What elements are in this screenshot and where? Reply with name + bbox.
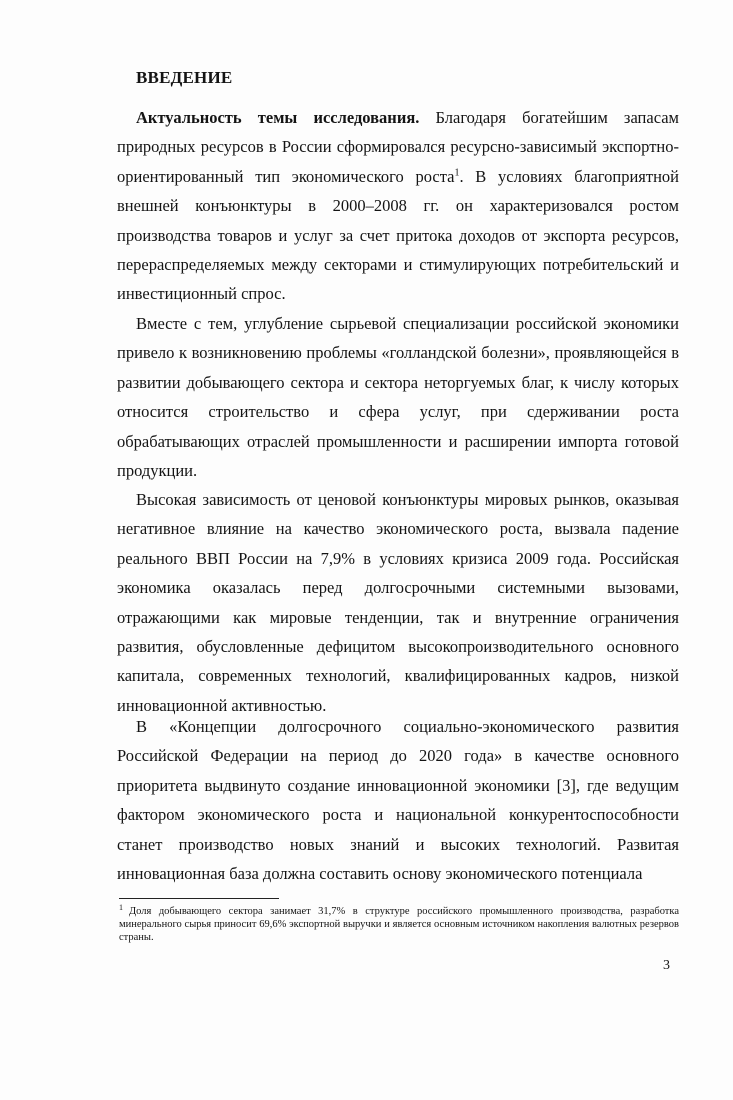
footnote-number: 1 <box>119 902 123 912</box>
paragraph-dutch-disease <box>117 309 679 485</box>
footnote-divider <box>119 898 279 899</box>
footnote-reference[interactable]: 1 <box>454 167 460 179</box>
paragraph-concept <box>117 712 679 888</box>
footnote-text: Доля добывающего сектора занимает 31,7% в структуре российского промышленного производства, разработка минерального сырья приносит 69,6% экспортной выручки и является основным источником накопления валютных резервов страны. <box>119 906 679 943</box>
paragraph-text: . В условиях благоприятной внешней конъюнктуры в 2000–2008 гг. он характеризовался ростом производства товаров и услуг за счет притока доходов от экспорта ресурсов, перераспределяемых между секторами и стимулирующих потребительский и инвестиционный спрос. <box>117 166 680 304</box>
paragraph-relevance <box>117 103 679 309</box>
paragraph-text: Высокая зависимость от ценовой конъюнктуры мировых рынков, оказывая негативное влияние на качество экономического роста, вызвала падение реального ВВП России на 7,9% в условиях кризиса 2009 года. Российская экономика оказалась перед долгосрочными системными вызовами, отражающими как мировые тенденции, так и внутренние ограничения развития, обусловленные дефицитом высокопроизводительного основного капитала, современных технологий, квалифицированных кадров, низкой инновационной активностью. <box>117 490 679 715</box>
paragraph-text: В «Концепции долгосрочного социально-экономического развития Российской Федерации на период до 2020 года» в качестве основного приоритета выдвинуто создание инновационной экономики [3], где ведущим фактором экономического роста и национальной конкурентоспособности станет производство новых знаний и высоких технологий. Развитая инновационная база должна составить основу экономического потенциала <box>117 717 679 884</box>
footnote <box>119 902 679 944</box>
paragraph-text: Вместе с тем, углубление сырьевой специализации российской экономики привело к возникновению проблемы «голландской болезни», проявляющейся в развитии добывающего сектора и сектора неторгуемых благ, к числу которых относится строительство и сфера услуг, при сдерживании роста обрабатывающих отраслей промышленности и расширении импорта готовой продукции. <box>117 314 679 481</box>
page-title: ВВЕДЕНИЕ <box>136 68 233 87</box>
page-number: 3 <box>663 958 670 973</box>
paragraph-text: Благодаря богатейшим запасам природных ресурсов в России сформировался ресурсно-зависимый экспортно-ориентированный тип экономического роста <box>117 108 679 186</box>
paragraph-dependence <box>117 485 679 720</box>
paragraph-lead-bold: Актуальность темы исследования. <box>136 108 420 127</box>
